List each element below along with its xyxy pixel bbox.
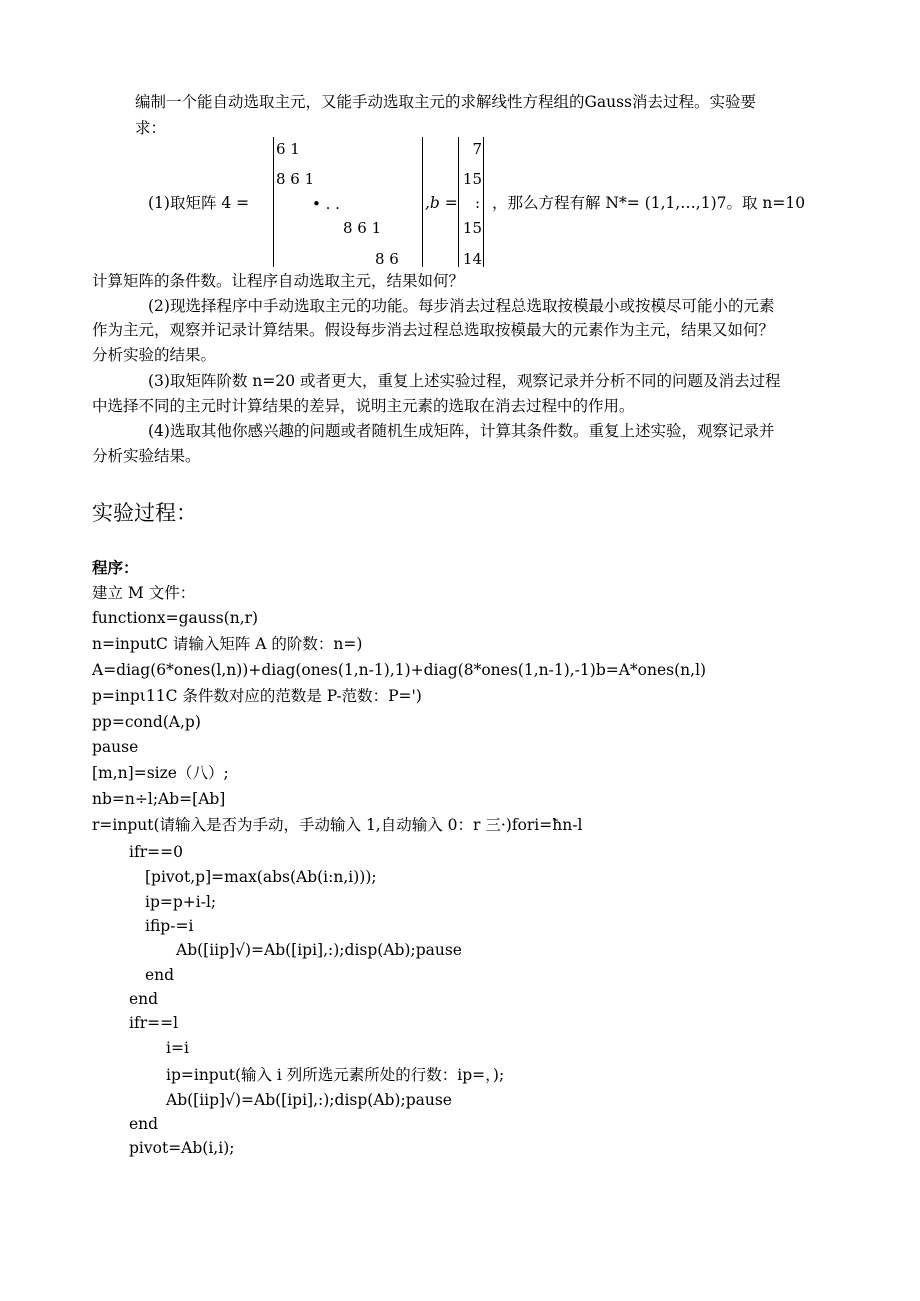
program-label: 程序： [92,558,139,577]
item2-line-3: 分析实验的结果。 [92,346,217,364]
matrix-a-right-bar [422,137,423,267]
vector-b-right-bar [483,137,484,267]
intro-line-1: 编制一个能自动选取主元，又能手动选取主元的求解线性方程组的Gauss消去过程。实验要 [135,93,757,111]
code-line: ifip-=i [145,917,194,935]
vector-b-value-5: 14 [462,250,482,268]
vector-b-value-2: 15 [462,170,482,188]
vector-b-value-4: 15 [462,219,482,237]
matrix-a-row-1: 6 1 [276,140,300,158]
code-line: pivot=Ab(i,i); [129,1139,235,1157]
code-line: ip=p+i-l; [145,893,217,911]
code-line: end [129,1115,159,1133]
code-line: ifr==l [129,1014,179,1032]
code-line: p=inpι11C 条件数对应的范数是 P-范数：P=') [92,687,422,705]
matrix-a-row-3: • . . [312,195,340,213]
item4-line-1: (4)选取其他你感兴趣的问题或者随机生成矩阵，计算其条件数。重复上述实验，观察记录并 [148,422,775,440]
b-label: ,b = [425,194,458,212]
matrix-a-row-5: 8 6 [375,250,399,268]
intro-line-2: 求： [135,119,167,137]
item1-tail: ，那么方程有解 N*= (1,1,…,1)7。取 n=10 [492,194,806,212]
code-line: functionx=gauss(n,r) [92,609,259,627]
code-line: ifr==0 [129,843,183,861]
code-line: Ab([iip]√)=Ab([ipi],:);disp(Ab);pause [176,941,462,959]
item2-line-2: 作为主元，观察并记录计算结果。假设每步消去过程总选取按模最大的元素作为主元，结果又如何？ [92,321,775,339]
code-line: i=i [166,1039,189,1057]
vector-b-value-3: : [474,194,480,212]
vector-b-left-bar [458,137,459,267]
code-line: ip=input(输入 i 列所选元素所处的行数：ip=，); [166,1066,505,1084]
code-line: A=diag(6*ones(l,n))+diag(ones(1,n-1),1)+diag(8*ones(1,n-1),-1)b=A*ones(n,l) [92,661,707,679]
section-title: 实验过程： [92,501,197,525]
code-line: nb=n÷l;Ab=[Ab] [92,790,226,808]
item1-label: (1)取矩阵 4 = [148,194,250,212]
vector-b-value-1: 7 [472,140,482,158]
item3-line-2: 中选择不同的主元时计算结果的差异，说明主元素的选取在消去过程中的作用。 [92,397,635,415]
code-line: end [129,990,159,1008]
code-line: [m,n]=size（八）; [92,764,229,782]
code-line: 建立 M 文件： [92,584,196,602]
matrix-a-left-bar [273,137,274,267]
item2-line-1: (2)现选择程序中手动选取主元的功能。每步消去过程总选取按模最小或按模尽可能小的元素 [148,297,775,315]
code-line: r=input(请输入是否为手动，手动输入 1,自动输入 0：r 三·)fori=ħn-l [92,816,583,834]
code-line: [pivot,p]=max(abs(Ab(i:n,i))); [145,868,377,886]
item1-line-2: 计算矩阵的条件数。让程序自动选取主元，结果如何？ [92,272,465,290]
matrix-a-row-2: 8 6 1 [276,170,315,188]
code-line: pause [92,738,139,756]
code-line: pp=cond(A,p) [92,713,201,731]
item3-line-1: (3)取矩阵阶数 n=20 或者更大，重复上述实验过程，观察记录并分析不同的问题及消去过程 [148,372,781,390]
matrix-a-row-4: 8 6 1 [343,219,382,237]
item4-line-2: 分析实验结果。 [92,447,201,465]
code-line: end [145,966,175,984]
code-line: Ab([iip]√)=Ab([ipi],:);disp(Ab);pause [166,1091,452,1109]
code-line: n=inputC 请输入矩阵 A 的阶数：n=) [92,635,363,653]
